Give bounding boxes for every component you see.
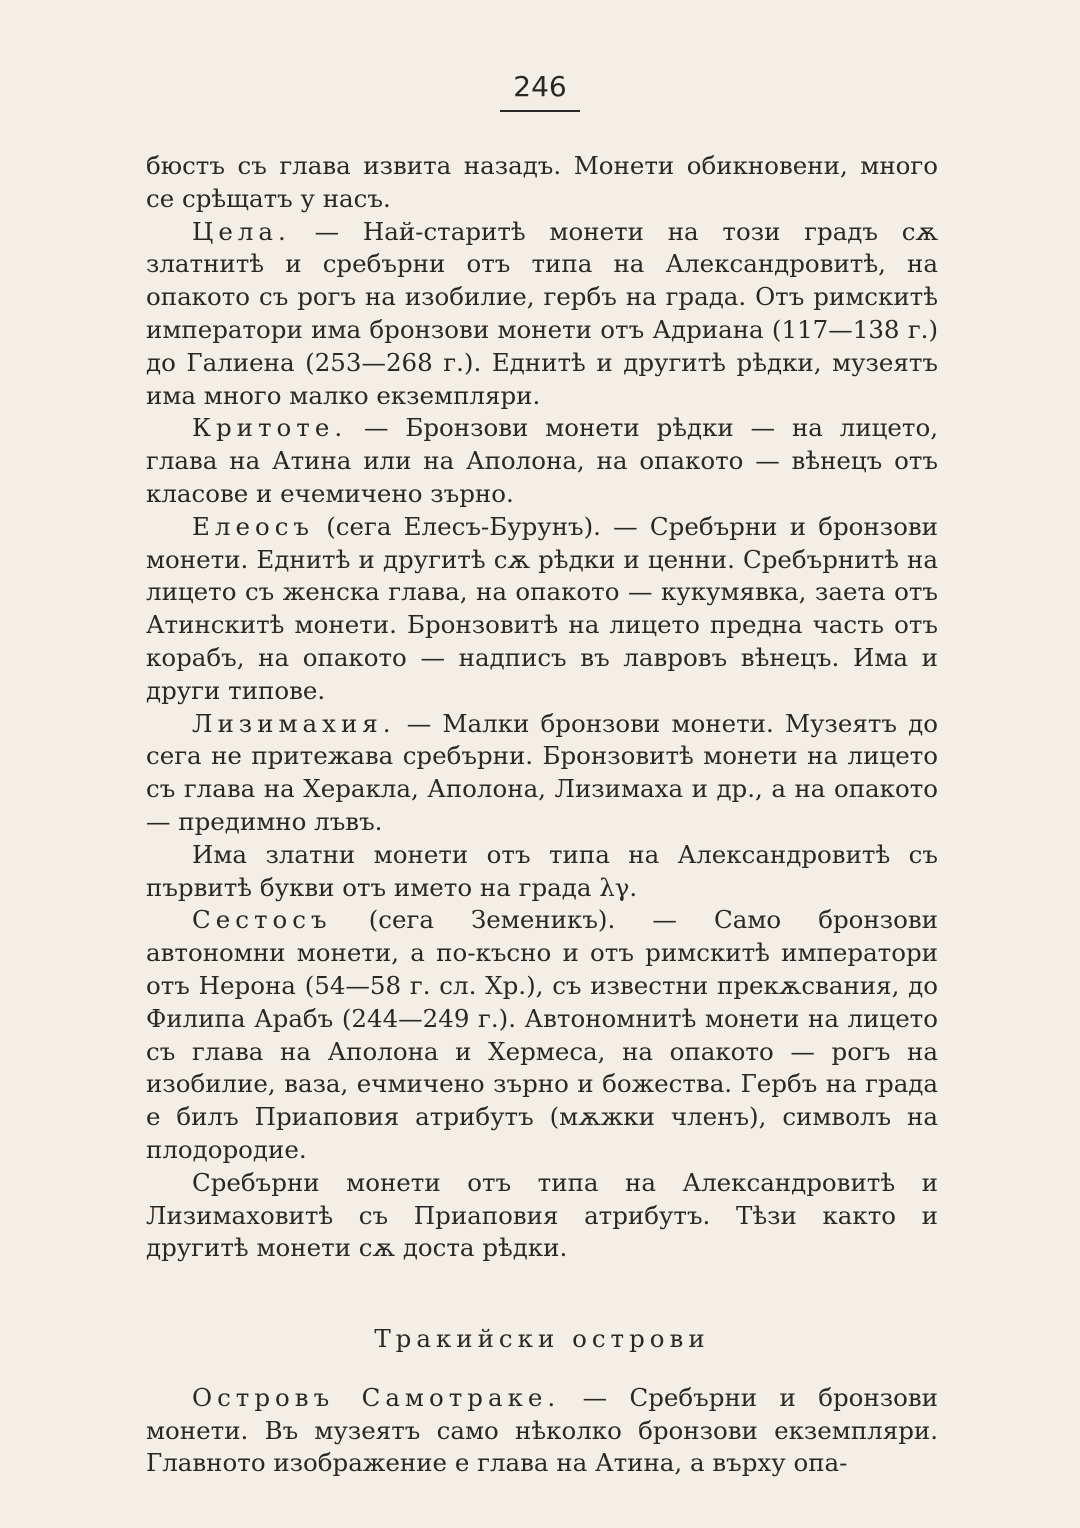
city-name: Лизимахия. bbox=[192, 708, 396, 738]
paragraph: Критоте. — Бронзови монети рѣдки — на лицето, глава на Атина или на Аполона, на опакото — вѣнецъ отъ класове и ечемичено зърно. bbox=[146, 413, 938, 508]
paragraph: Островъ Самотраке. — Сребърни и бронзови монети. Въ музеятъ само нѣколко бронзови екземпляри. Главното изображение е глава на Атина, а върху опа- bbox=[146, 1382, 938, 1478]
city-name: Критоте. bbox=[192, 413, 348, 443]
paragraph: Сестосъ (сега Земеникъ). — Само бронзови автономни монети, а по-късно и отъ римскитѣ императори отъ Нерона (54—58 г. сл. Хр.), съ известни прекѫсвания, до Филипа Арабъ (244—249 г.). Автономнитѣ монети на лицето съ глава на Аполона и Хермеса, на опакото — рогъ на изобилие, ваза, ечмичено зърно и божества. Гербъ на града е билъ Приаповия атрибутъ (мѫжки членъ), символъ на плодородие. bbox=[146, 905, 938, 1164]
body-text bbox=[146, 150, 938, 1480]
paragraph: Цела. — Най-старитѣ монети на този градъ сѫ златнитѣ и сребърни отъ типа на Александровитѣ, на опакото съ рогъ на изобилие, гербъ на града. Отъ римскитѣ императори има бронзови монети отъ Адриана (117—138 г.) до Галиена (253—268 г.). Еднитѣ и другитѣ рѣдки, музеятъ има много малко екземпляри. bbox=[146, 216, 938, 410]
city-name: Сестосъ bbox=[192, 905, 332, 935]
paragraph: Има златни монети отъ типа на Александровитѣ съ първитѣ букви отъ името на града λγ. bbox=[146, 839, 938, 902]
page-number-rule bbox=[500, 110, 580, 112]
paragraph: бюстъ съ глава извита назадъ. Монети обикновени, много се срѣщатъ у насъ. bbox=[146, 151, 938, 213]
city-name: Цела. bbox=[192, 216, 291, 246]
section-heading: Тракийски острови bbox=[374, 1324, 710, 1354]
page-number: 246 bbox=[513, 70, 567, 103]
paragraph: Елеосъ (сега Елесъ-Бурунъ). — Сребърни и бронзови монети. Еднитѣ и другитѣ сѫ рѣдки и ценни. Сребърнитѣ на лицето съ женска глава, на опакото — кукумявка, заета отъ Атинскитѣ монети. Бронзовитѣ на лицето предна часть отъ корабъ, на опакото — надписъ въ лавровъ вѣнецъ. Има и други типове. bbox=[146, 511, 938, 705]
island-name: Островъ Самотраке. bbox=[192, 1382, 561, 1412]
city-name: Елеосъ bbox=[192, 511, 315, 541]
paragraph: Лизимахия. — Малки бронзови монети. Музеятъ до сега не притежава сребърни. Бронзовитѣ монети на лицето съ глава на Херакла, Аполона, Лизимаха и др., а на опакото — предимно лъвъ. bbox=[146, 708, 938, 836]
paragraph: Сребърни монети отъ типа на Александровитѣ и Лизимаховитѣ съ Приаповия атрибутъ. Тѣзи както и другитѣ монети сѫ доста рѣдки. bbox=[146, 1167, 938, 1263]
